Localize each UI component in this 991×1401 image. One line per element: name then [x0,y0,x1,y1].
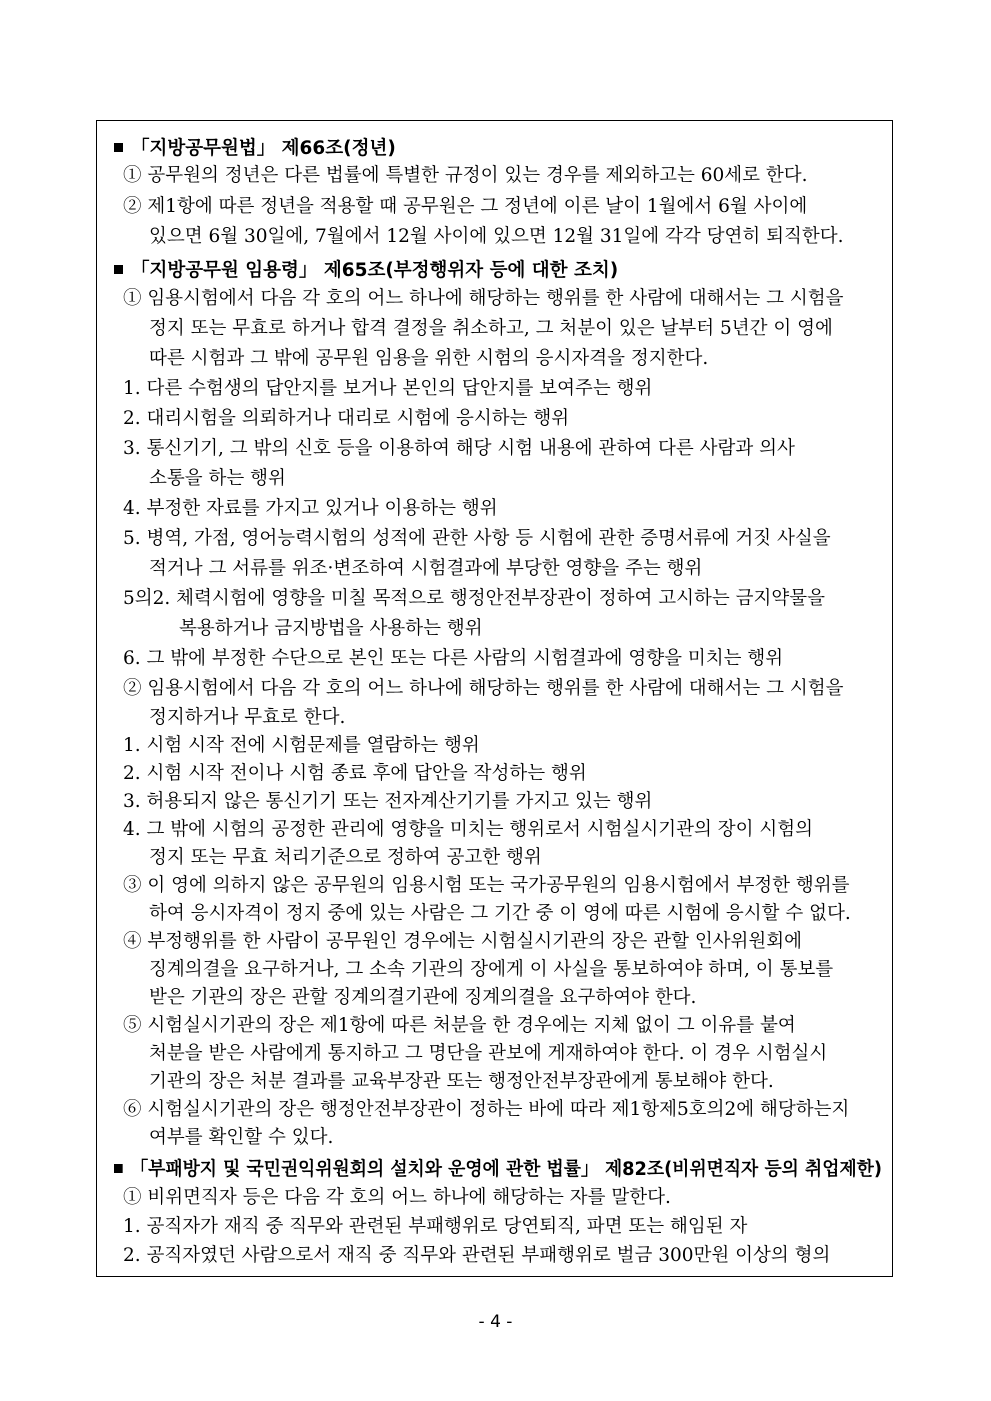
text-line: 있으면 6월 30일에, 7월에서 12월 사이에 있으면 12월 31일에 각각 당연히 퇴직한다. [149,226,844,247]
page-number: - 4 - [478,1312,513,1332]
text-line: 받은 기관의 장은 관할 징계의결기관에 징계의결을 요구하여야 한다. [149,987,697,1008]
text-line: 2. 시험 시작 전이나 시험 종료 후에 답안을 작성하는 행위 [123,763,587,784]
text-line: 6. 그 밖에 부정한 수단으로 본인 또는 다른 사람의 시험결과에 영향을 미치는 행위 [123,648,784,669]
text-line: 3. 허용되지 않은 통신기기 또는 전자계산기기를 가지고 있는 행위 [123,791,653,812]
text-line: ⑥ 시험실시기관의 장은 행정안전부장관이 정하는 바에 따라 제1항제5호의2에 해당하는지 [123,1099,850,1120]
square-bullet-icon [114,265,123,274]
text-line: 여부를 확인할 수 있다. [149,1127,334,1148]
text-line: 적거나 그 서류를 위조·변조하여 시험결과에 부당한 영향을 주는 행위 [149,558,703,579]
text-line: ③ 이 영에 의하지 않은 공무원의 임용시험 또는 국가공무원의 임용시험에서 부정한 행위를 [123,875,850,896]
text-line: ① 공무원의 정년은 다른 법률에 특별한 규정이 있는 경우를 제외하고는 60세로 한다. [123,165,808,186]
text-line: 정지 또는 무효로 하거나 합격 결정을 취소하고, 그 처분이 있은 날부터 5년간 이 영에 [149,318,833,339]
content-box [96,120,893,1277]
text-line: 2. 공직자였던 사람으로서 재직 중 직무와 관련된 부패행위로 벌금 300만원 이상의 형의 [123,1245,831,1266]
text-line: 5의2. 체력시험에 영향을 미칠 목적으로 행정안전부장관이 정하여 고시하는 금지약물을 [123,588,825,609]
text-line: 처분을 받은 사람에게 통지하고 그 명단을 관보에 게재하여야 한다. 이 경우 시험실시 [149,1043,828,1064]
text-line: ① 비위면직자 등은 다음 각 호의 어느 하나에 해당하는 자를 말한다. [123,1187,671,1208]
text-line: 정지하거나 무효로 한다. [149,707,346,728]
text-line: ② 제1항에 따른 정년을 적용할 때 공무원은 그 정년에 이른 날이 1월에서 6월 사이에 [123,196,808,217]
text-line: 2. 대리시험을 의뢰하거나 대리로 시험에 응시하는 행위 [123,408,570,429]
section-heading: 「지방공무원법」 제66조(정년) [114,137,396,161]
square-bullet-icon [114,143,123,152]
section-heading: 「지방공무원 임용령」 제65조(부정행위자 등에 대한 조치) [114,259,618,283]
text-line: 징계의결을 요구하거나, 그 소속 기관의 장에게 이 사실을 통보하여야 하며, 이 통보를 [149,959,834,980]
text-line: ⑤ 시험실시기관의 장은 제1항에 따른 처분을 한 경우에는 지체 없이 그 이유를 붙여 [123,1015,796,1036]
text-line: 기관의 장은 처분 결과를 교육부장관 또는 행정안전부장관에게 통보해야 한다. [149,1071,774,1092]
text-line: 4. 부정한 자료를 가지고 있거나 이용하는 행위 [123,498,498,519]
text-line: 1. 시험 시작 전에 시험문제를 열람하는 행위 [123,735,480,756]
text-line: ④ 부정행위를 한 사람이 공무원인 경우에는 시험실시기관의 장은 관할 인사위원회에 [123,931,803,952]
square-bullet-icon [114,1164,123,1173]
text-line: 4. 그 밖에 시험의 공정한 관리에 영향을 미치는 행위로서 시험실시기관의 장이 시험의 [123,819,813,840]
section-heading: 「부패방지 및 국민권익위원회의 설치와 운영에 관한 법률」 제82조(비위면직자 등의 취업제한) [114,1158,882,1182]
text-line: 하여 응시자격이 정지 중에 있는 사람은 그 기간 중 이 영에 따른 시험에 응시할 수 없다. [149,903,851,924]
text-line: 정지 또는 무효 처리기준으로 정하여 공고한 행위 [149,847,542,868]
text-line: 3. 통신기기, 그 밖의 신호 등을 이용하여 해당 시험 내용에 관하여 다른 사람과 의사 [123,438,795,459]
text-line: 1. 다른 수험생의 답안지를 보거나 본인의 답안지를 보여주는 행위 [123,378,653,399]
text-line: 따른 시험과 그 밖에 공무원 임용을 위한 시험의 응시자격을 정지한다. [149,348,709,369]
text-line: 복용하거나 금지방법을 사용하는 행위 [179,618,483,639]
text-line: ① 임용시험에서 다음 각 호의 어느 하나에 해당하는 행위를 한 사람에 대해서는 그 시험을 [123,288,844,309]
text-line: ② 임용시험에서 다음 각 호의 어느 하나에 해당하는 행위를 한 사람에 대해서는 그 시험을 [123,678,844,699]
text-line: 소통을 하는 행위 [149,468,286,489]
text-line: 1. 공직자가 재직 중 직무와 관련된 부패행위로 당연퇴직, 파면 또는 해임된 자 [123,1216,748,1237]
text-line: 5. 병역, 가점, 영어능력시험의 성적에 관한 사항 등 시험에 관한 증명서류에 거짓 사실을 [123,528,831,549]
